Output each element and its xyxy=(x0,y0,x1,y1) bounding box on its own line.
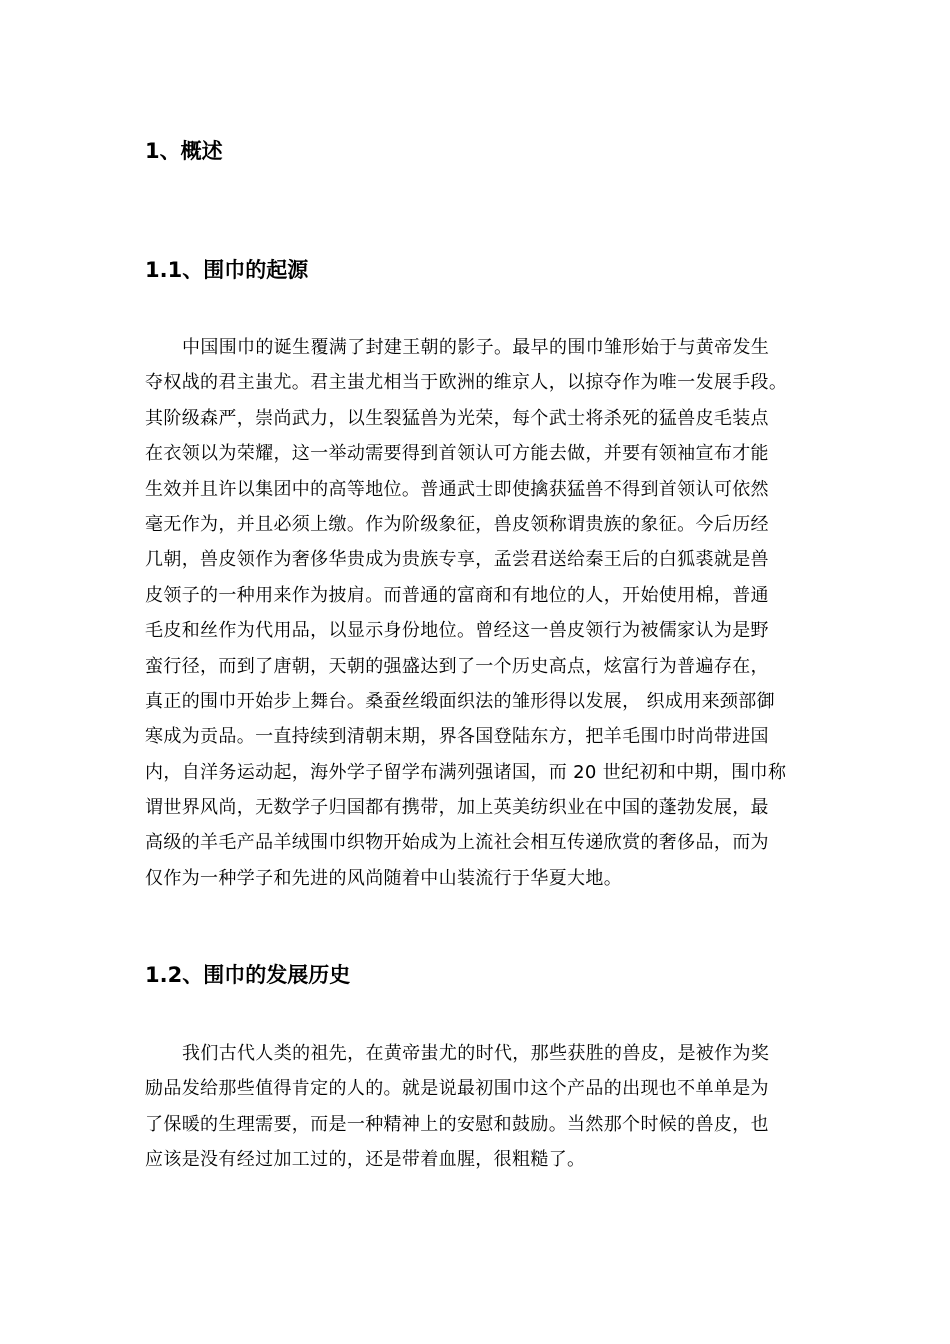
paragraph-scarf-history xyxy=(145,1036,809,1178)
text-line: 夺权战的君主蚩尤。君主蚩尤相当于欧洲的维京人，以掠夺作为唯一发展手段。 xyxy=(145,372,788,394)
section-heading-scarf-origin: 1.1、围巾的起源 xyxy=(145,258,309,282)
text-line: 蛮行径，而到了唐朝，天朝的强盛达到了一个历史高点，炫富行为普遍存在， xyxy=(145,655,769,677)
text-line: 应该是没有经过加工过的，还是带着血腥，很粗糙了。 xyxy=(145,1149,586,1171)
text-line: 内，自洋务运动起，海外学子留学布满列强诸国，而 20 世纪初和中期，围巾称 xyxy=(145,761,787,783)
text-line: 皮领子的一种用来作为披肩。而普通的富商和有地位的人，开始使用棉，普通 xyxy=(145,584,769,606)
text-line: 生效并且许以集团中的高等地位。普通武士即使擒获猛兽不得到首领认可依然 xyxy=(145,478,769,500)
text-line: 谓世界风尚，无数学子归国都有携带，加上英美纺织业在中国的蓬勃发展，最 xyxy=(145,797,769,819)
text-line: 了保暖的生理需要，而是一种精神上的安慰和鼓励。当然那个时候的兽皮，也 xyxy=(145,1113,769,1135)
text-line: 几朝，兽皮领作为奢侈华贵成为贵族专享，孟尝君送给秦王后的白狐裘就是兽 xyxy=(145,549,769,571)
text-line: 毛皮和丝作为代用品，以显示身份地位。曾经这一兽皮领行为被儒家认为是野 xyxy=(145,620,769,642)
paragraph-scarf-origin xyxy=(145,330,809,896)
text-line: 励品发给那些值得肯定的人的。就是说最初围巾这个产品的出现也不单单是为 xyxy=(145,1078,769,1100)
text-line: 我们古代人类的祖先，在黄帝蚩尤的时代，那些获胜的兽皮，是被作为奖 xyxy=(182,1043,770,1064)
text-line: 真正的围巾开始步上舞台。桑蚕丝缎面织法的雏形得以发展， 织成用来颈部御 xyxy=(145,690,775,712)
section-heading-overview: 1、概述 xyxy=(145,139,223,163)
text-line: 寒成为贡品。一直持续到清朝末期，界各国登陆东方，把羊毛围巾时尚带进国 xyxy=(145,726,769,748)
text-line: 毫无作为，并且必须上缴。作为阶级象征，兽皮领称谓贵族的象征。今后历经 xyxy=(145,513,769,535)
section-heading-scarf-history: 1.2、围巾的发展历史 xyxy=(145,963,351,987)
text-line: 中国围巾的诞生覆满了封建王朝的影子。最早的围巾雏形始于与黄帝发生 xyxy=(182,337,770,358)
text-line: 在衣领以为荣耀，这一举动需要得到首领认可方能去做，并要有领袖宣布才能 xyxy=(145,443,769,465)
text-line: 高级的羊毛产品羊绒围巾织物开始成为上流社会相互传递欣赏的奢侈品，而为 xyxy=(145,832,769,854)
text-line: 其阶级森严，崇尚武力，以生裂猛兽为光荣，每个武士将杀死的猛兽皮毛装点 xyxy=(145,407,769,429)
text-line: 仅作为一种学子和先进的风尚随着中山装流行于华夏大地。 xyxy=(145,867,623,889)
